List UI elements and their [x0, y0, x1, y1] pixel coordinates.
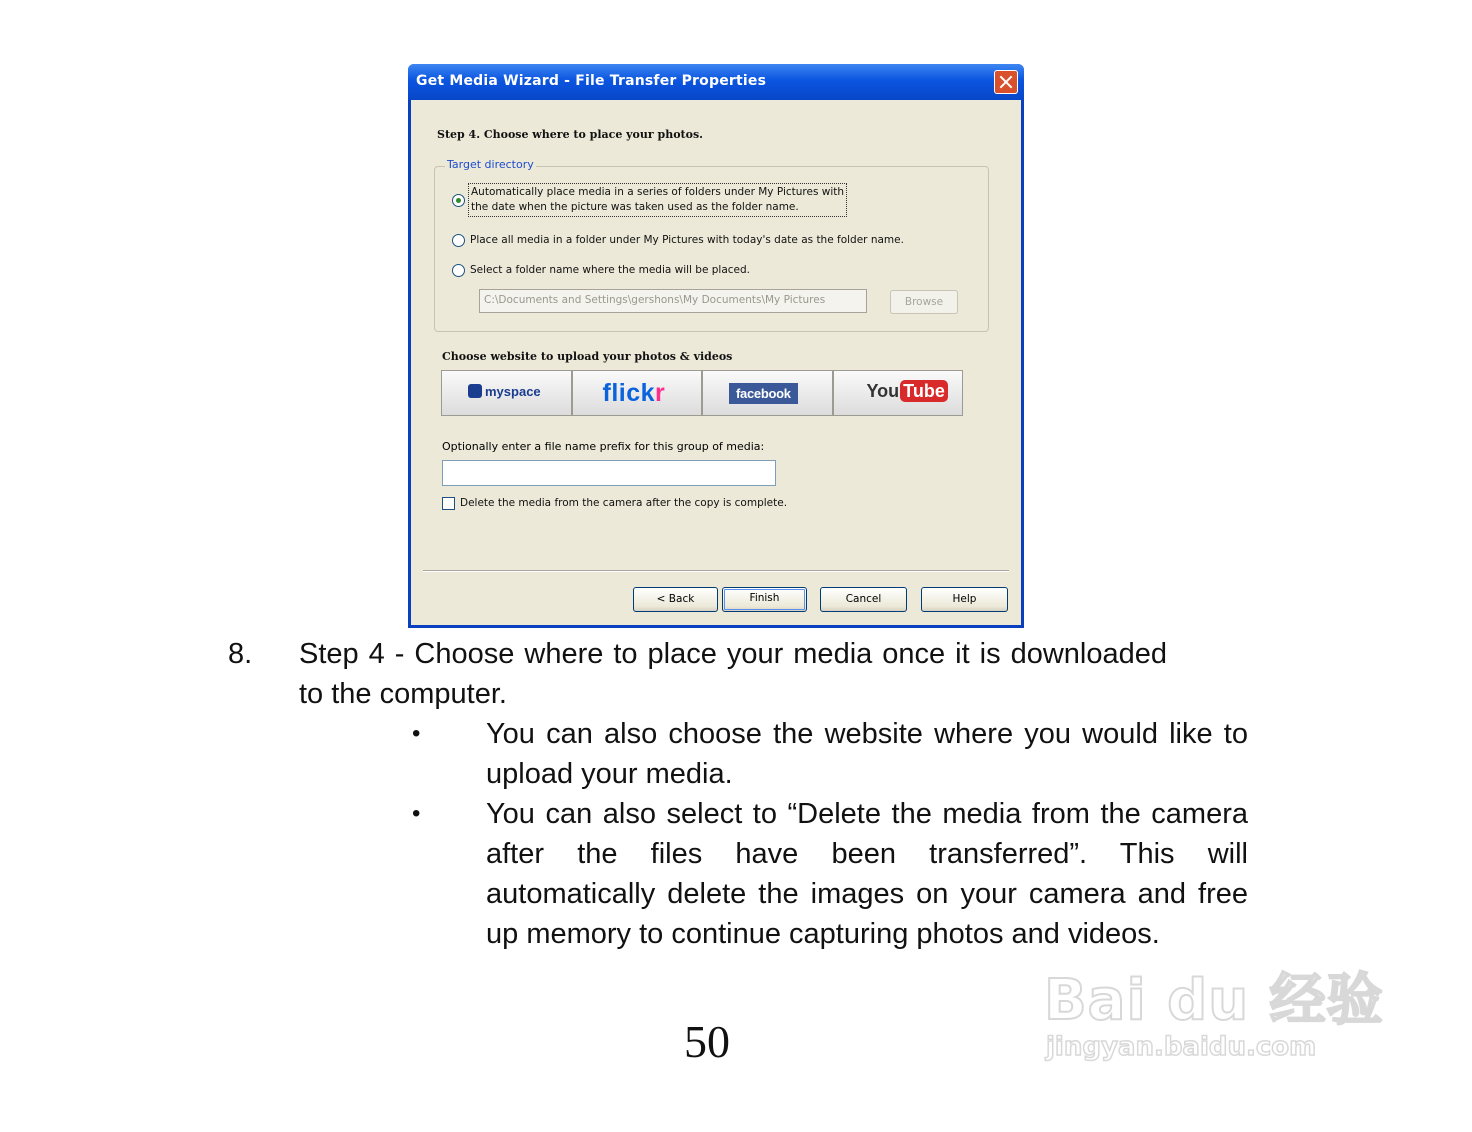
dialog-titlebar	[408, 64, 1024, 100]
close-icon[interactable]	[994, 70, 1018, 94]
radio-select-folder[interactable]	[452, 264, 465, 277]
prefix-input[interactable]	[442, 460, 776, 486]
watermark-logo: Bai du 经验	[1044, 968, 1384, 1033]
item-text: Step 4 - Choose where to place your media once it is downloaded to the computer.	[299, 638, 1167, 710]
youtube-logo-tube: Tube	[900, 380, 948, 402]
option-auto-folders-line2: the date when the picture was taken used as the folder name.	[471, 201, 799, 213]
button-separator	[423, 570, 1009, 572]
flickr-button[interactable]	[572, 370, 703, 416]
group-label: Target directory	[447, 158, 534, 171]
baidu-watermark	[1044, 948, 1384, 1078]
bullet-1-text: You can also choose the website where you would like to upload your media.	[486, 718, 1248, 790]
youtube-logo-you: You	[866, 381, 900, 401]
prefix-label: Optionally enter a file name prefix for this group of media:	[442, 440, 765, 453]
flickr-logo: flickr	[602, 379, 666, 407]
radio-today-folder[interactable]	[452, 234, 465, 247]
option-auto-folders-line1: Automatically place media in a series of folders under My Pictures with	[471, 186, 845, 198]
youtube-logo	[867, 381, 948, 402]
back-button[interactable]: < Back	[633, 587, 718, 612]
myspace-button[interactable]	[441, 370, 572, 416]
delete-media-checkbox[interactable]	[442, 497, 455, 510]
myspace-mark-icon	[468, 384, 482, 398]
youtube-button[interactable]	[833, 370, 964, 416]
bullet-1-symbol: •	[412, 720, 421, 747]
myspace-logo	[468, 384, 541, 399]
option-select-folder-label[interactable]: Select a folder name where the media will be placed.	[470, 264, 751, 276]
bullet-2-text: You can also select to “Delete the media from the camera after the files have been transferred”. This will automatically delete the images on your camera and free up memory to continue capturing photos and videos.	[486, 798, 1248, 950]
item-number: 8.	[228, 638, 253, 670]
dialog-body	[411, 100, 1021, 625]
myspace-logo-text: myspace	[485, 384, 541, 399]
facebook-logo: facebook	[729, 383, 798, 404]
option-auto-folders-label[interactable]	[468, 183, 847, 217]
dialog-title: Get Media Wizard - File Transfer Properties	[416, 73, 767, 89]
bullet-2-symbol: •	[412, 800, 421, 827]
folder-path-input[interactable]: C:\Documents and Settings\gershons\My Documents\My Pictures	[479, 289, 867, 313]
facebook-button[interactable]	[702, 370, 833, 416]
help-button[interactable]: Help	[921, 587, 1008, 612]
target-directory-group	[434, 158, 989, 332]
page-number: 50	[684, 1016, 730, 1067]
website-buttons	[441, 370, 963, 416]
delete-media-label[interactable]: Delete the media from the camera after the copy is complete.	[460, 497, 788, 509]
finish-button[interactable]: Finish	[722, 587, 807, 612]
browse-button[interactable]: Browse	[890, 290, 958, 314]
cancel-button[interactable]: Cancel	[820, 587, 907, 612]
get-media-wizard-dialog	[408, 64, 1024, 628]
watermark-url: jingyan.baidu.com	[1046, 1032, 1317, 1062]
option-today-folder-label[interactable]: Place all media in a folder under My Pictures with today's date as the folder name.	[470, 234, 904, 246]
website-section-label: Choose website to upload your photos & videos	[442, 350, 733, 363]
radio-auto-folders[interactable]	[452, 194, 465, 207]
step-title: Step 4. Choose where to place your photos.	[437, 128, 703, 141]
